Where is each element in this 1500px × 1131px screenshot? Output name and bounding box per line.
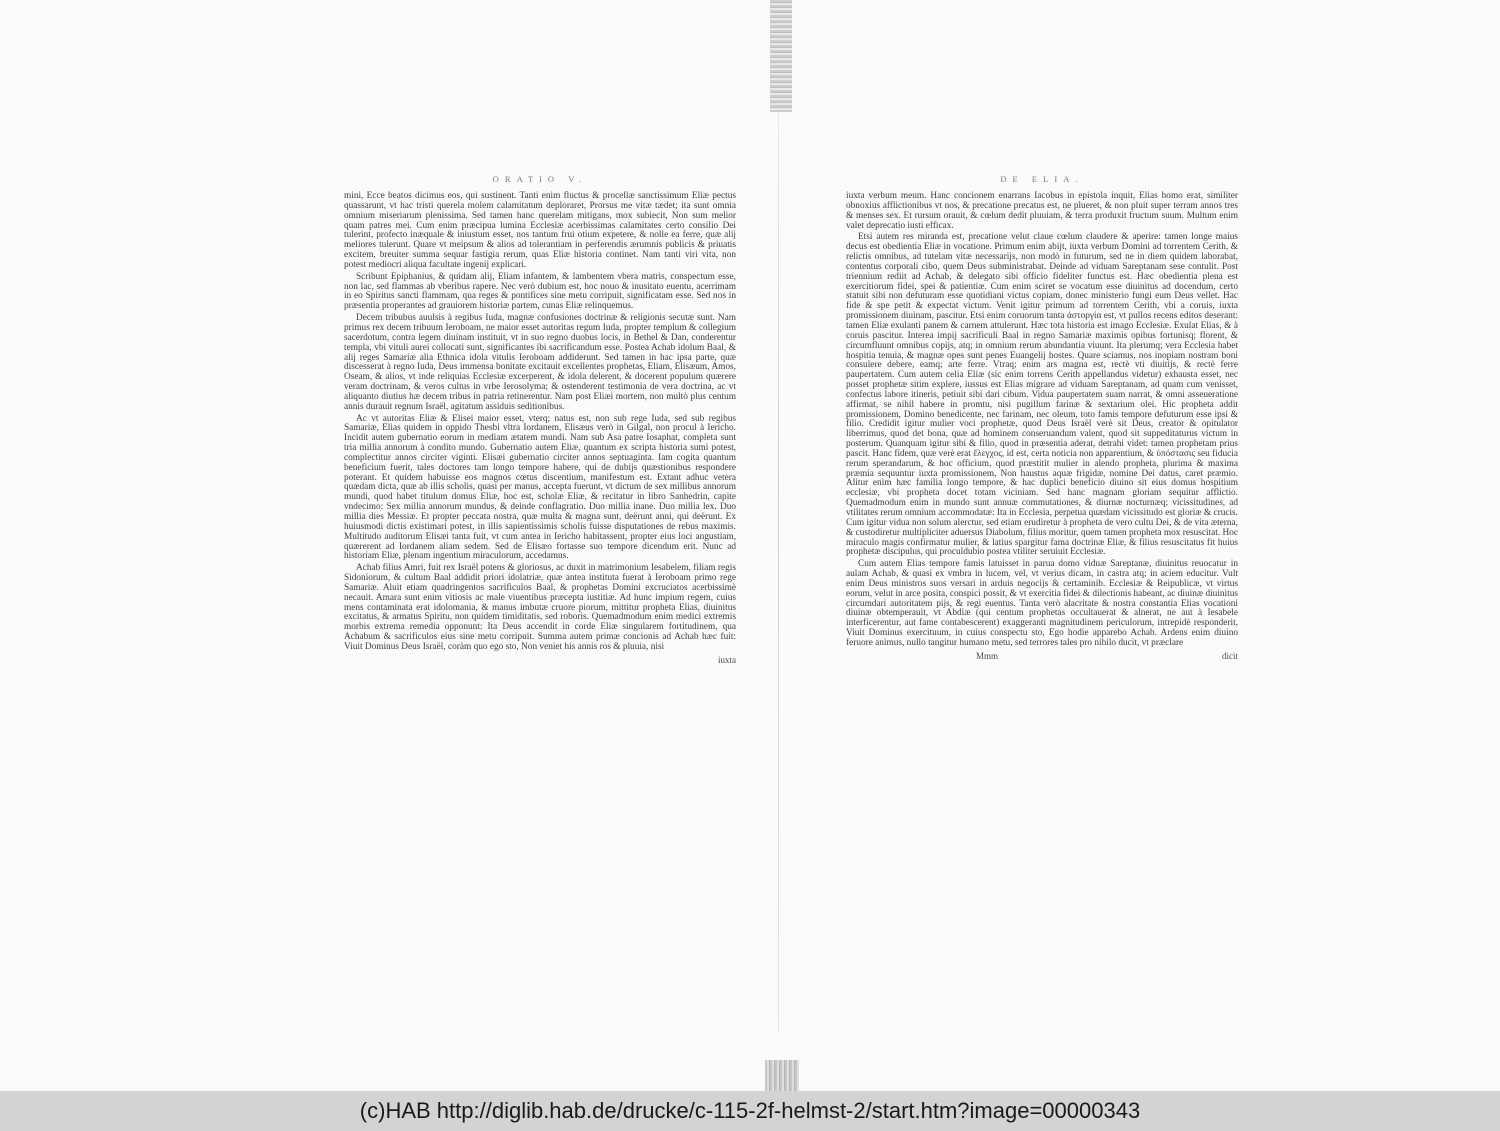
right-page — [846, 172, 1238, 661]
gutter-scan-artifact-top — [770, 0, 792, 112]
right-running-head: DE ELIA. — [1000, 174, 1084, 184]
gutter-scan-artifact-bottom — [765, 1060, 799, 1091]
right-catchword: dicit — [1222, 650, 1238, 661]
left-page-foot — [344, 655, 736, 665]
left-paragraph: mini, Ecce beatos dicimus eos, qui sustinent. Tanti enim fluctus & procellæ sanctissimum Eliæ pectus quassarunt, vt hac tristi querela molem calamitatum deploraret, Prorsus me vitæ tædet; ita sunt omnia omnium miseriarum plenissima. Sed tamen hanc querelam mitigans, mox subiecit, Non sum melior quam patres mei. Cum enim præcipua lumina Ecclesiæ acerbissimas calamitates certo consilio Dei tulerint, profecto inæquale & iniustum esset, nos tantum frui otium expetere, & nolle ea ferre, quæ alij meliores tulerunt. Quare vt meipsum & alios ad tolerantiam in perferendis ærumnis publicis & priuatis excitem, breuiter summa sequar fastigia rerum, quas Eliæ historia continet. Nam tanti viri vita, non potest mediocri aliqua facultate ingenij explicari. — [344, 191, 736, 270]
book-gutter — [778, 112, 779, 1032]
right-paragraph: Cum autem Elias tempore famis latuisset in parua domo viduæ Sareptanæ, diuinitus reuocatur in aulam Achab, & quasi ex vmbra in lucem, vel, vt verius dicam, in castra atq; in aciem educitur. Vult enim Deus ministros suos versari in arduis negocijs & certaminib. Ecclesiæ & Reipublicæ, vt virtus eorum, velut in arce posita, conspici possit, & vt exercitia fidei & dilectionis habeant, ac diuinæ diuinitus circumdari autoritatem pijs, & regi euentus. Tanta verò alacritate & nostra constantia Elias vocationi diuinæ obtemperauit, vt Abdiæ (qui centum prophetas occultauerat & alnerat, ne aut à Iesabele interficerentur, aut fame contabescerent) exaggeranti magnitudinem periculorum, intrepidè responderit, Viuit Dominus exercituum, in cuius conspectu sto, Ego hodie apparebo Achab. Ardens enim diuino feruore animus, nullo tangitur humano metu, sed terrores tales pro nihilo ducit, vt præclare — [846, 559, 1238, 648]
signature-mark: Mmm — [976, 650, 999, 661]
copyright-footer — [0, 1091, 1500, 1131]
right-page-foot — [846, 651, 1238, 661]
right-paragraph: Etsi autem res miranda est, precatione velut claue cœlum claudere & aperire: tamen longe maius decus est obedientia Eliæ in vocatione. Primum enim abijt, iuxta verbum Domini ad torrentem Cerith, & relictis omnibus, ad tutelam vitæ necessarijs, non modò in futurum, sed ne in diem quidem laborabat, contentus corporali cibo, quem Deus subministrabat. Deinde ad viduam Sareptanam sese contulit. Post triennium rediit ad Achab, & delegato sibi officio fideliter functus est. Hæc obedientia plena est exercitiorum fidei, spei & patientiæ. Cum enim sciret se vocatum esse diuinitus ad docendum, certo statuit sibi non defuturam esse quotidiani victus copiam, donec ministerio fungi eum Deus vellet. Hac fide & spe petit & expectat victum. Venit igitur primum ad torrentem Cerith, vbi a coruis, iuxta promissionem diuinam, pascitur. Etsi enim coruorum tanta ἀστοργία est, vt pullos recens editos deserant: tamen Eliæ exulanti panem & carnem attulerunt. Hæc tota historia est imago Ecclesiæ. Exulat Elias, & à coruis pascitur. Interea impij sacrificuli Baal in regno Samariæ maximis opibus fortunisq; florent, & circumfluunt omnibus copijs, atq; in omnium rerum abundantia viuunt. Ita plerumq; vera Ecclesia habet hospitia tenuia, & magnæ opes sunt penes Euangelij hostes. Quare sciamus, nos inopiam nostram boni consulere debere, eamq; arte ferre. Vtraq; enim ars magna est, rectè vti diuitijs, & rectè ferre paupertatem. Cum autem celia Eliæ (sic enim torrens Cerith appellandus videtur) exhausta esset, nec posset prophetæ sitim explere, iussus est Elias migrare ad viduam Sareptanam, ad quam cum venisset, confectus labore itineris, petiuit sibi dari cibum. Vidua paupertatem suam narrat, & omni asseueratione affirmat, se nihil habere in promtu, nisi pugillum farinæ & sextarium olei. Hic propheta addit promissionem, Domino benedicente, nec farinam, nec oleum, toto famis tempore defuturum esse ipsi & filio. Credidit igitur mulier voci prophetæ, quod Deus Israël verè sit Deus, creator & opitulator liberrimus, quod det bona, quæ ad hominem conseruandum valent, quod sit suppeditaturus victum in posterum. Quanquam igitur sibi & filio, quod in præsentia aderat, detrahi videt: tamen prophetam prius pascit. Hanc fidem, quæ verè erat ἔλεγχος, id est, certa noticia non apparentium, & ὑπόστασις seu fiducia rerum sperandarum, & hoc officium, quod præstitit mulier in alendo propheta, plurima & maxima præmia sequuntur iuxta promissionem, Non haustus aquæ frigidæ, nomine Dei datus, caret præmio. Alitur enim hæc familia longo tempore, & hac duplici beneficio diuino sit eius domus hospitium ecclesiæ, vbi propheta docet totam viciniam. Sed hanc magnam gloriam sequitur afflictio. Quemadmodum enim in mundo sunt annuæ commutationes, & diurnæ nocturnæq; vicissitudines, ad vtilitates rerum omnium accommodatæ: Ita in Ecclesia, perpetua quædam vicissitudo est gloriæ & crucis. Cum igitur vidua non solum alerctur, sed etiam erudiretur à propheta de vero cultu Dei, & de vita æterna, & custodiretur multipliciter aduersus Diabolum, filius moritur, quem tamen propheta mox resuscitat. Hoc miraculo magis confirmatur mulier, & latius spargitur fama doctrinæ Eliæ, & filius resuscitatus fit huius prophetæ discipulus, qui proculdubio postea vtiliter seruiuit Ecclesiæ. — [846, 232, 1238, 558]
left-paragraph: Scribunt Epiphanius, & quidam alij, Eliam infantem, & lambentem vbera matris, conspectum esse, non lac, sed flammas ab vberibus rapere. Nec verò dubium est, hoc nouo & inusitato euentu, acerrimam in eo Spiritus sancti flammam, qua reges & pontifices sine metu corripuit, significatam esse. Sed nos in præsentia properantes ad grauiorem historiæ partem, cunas Eliæ relinquemus. — [344, 271, 736, 312]
left-paragraph: Achab filius Amri, fuit rex Israël potens & gloriosus, ac duxit in matrimonium Iesabelem, filiam regis Sidoniorum, & cultum Baal addidit priori idolatriæ, quæ antea instituta fuerat à Ieroboam primo rege Samariæ. Aluit etiam quadringentos sacrificulos Baal, & prophetas Domini excruciatos acerbissimè necauit. Amara sunt enim vitiosis ac male viuentibus præcepta iustitiæ. Ad hunc impium regem, cuius mens contaminata erat idolomania, & manus imbutæ cruore piorum, mittitur propheta Elias, diuinitus excitatus, & armatus Spiritu, non quidem timiditatis, sed roboris. Quemadmodum enim medici extremis morbis extrema remedia opponunt: Ita Deus accendit in corde Eliæ singularem fortitudinem, qua Achabum & sacrificulos eius sine metu corripuit. Summa autem primæ concionis ad Achab hæc fuit: Viuit Dominus Deus Israël, coràm quo ego sto, Non veniet his annis ros & pluuia, nisi — [344, 563, 736, 652]
left-paragraph: Ac vt autoritas Eliæ & Elisei maior esset, vterq; natus est, non sub rege Iuda, sed sub regibus Samariæ, Elias quidem in oppido Thesbi vltra Iordanem, Elisæus verò in Gilgal, non procul à Iericho. Incidit autem gubernatio eorum in mediam ætatem mundi. Nam sub Asa patre Iosaphat, completa sunt tria millia annorum à condito mundo. Gubernatio autem Eliæ, quantum ex scripta historia sumi potest, complectitur annos circiter viginti. Elisæi gubernatio circiter annos septuaginta. Iam cogita quantum beneficium fuerit, tales doctores tam longo tempore habere, qui de dubijs quæstionibus respondere poterant. Et quidem habuisse eos magnos cœtus discentium, manifestum est. Extant adhuc vetera quædam dicta, quæ ab illis scholis, quasi per manus, accepta fuerunt, vt dictum de sex millibus annorum mundi, quod habet titulum domus Eliæ, hoc est, scholæ Eliæ, & recitatur in libro Sanhedrin, capite vndecimo: Sex millia annorum mundus, & deinde conflagratio. Duo millia inane. Duo millia lex. Duo millia dies Messiæ. Et propter peccata nostra, quæ multa & magna sunt, deërunt anni, qui deërunt. Ex huiusmodi dictis existimari potest, in illis sapientissimis scholis fuisse disputationes de rebus maximis. Multitudo auditorum Elisæi tanta fuit, vt cum antea in Iericho habitassent, propter eius loci angustiam, quærerent ad Iordanem aliam sedem. Sed de Elisæo fortasse suo tempore dicendum erit. Nunc ad historiam Eliæ, plenam ingentium miraculorum, accedamus. — [344, 413, 736, 562]
left-paragraph: Decem tribubus auulsis à regibus Iuda, magnæ confusiones doctrinæ & religionis secutæ sunt. Nam primus rex decem tribuum Ieroboam, ne maior esset autoritas regum Iuda, propter templum & collegium sacerdotum, contra legem diuinam instituit, vt in suo regno duobus locis, in Bethel & Dan, conderentur templa, vbi vituli aurei collocati sunt, significantes ibi sacrificandum esse. Postea Achab idolum Baal, & alij reges Samariæ alia Ethnica idola vitulis Ieroboam addiderunt. Sed tamen in hac ipsa parte, quæ discesserat à regno Iuda, Deus immensa bonitate excitauit excellentes prophetas, Eliam, Elisæum, Amos, Oseam, & alios, vt inde reliquias Ecclesiæ excerperent, & idola delerent, & docerent populum quærere veram doctrinam, & veros cultus in vrbe Ierosolyma; & ostenderent testimonia de vera doctrina, ac vt aliquanto diutius hæ decem tribus in patria retinerentur. Nam post Eliæi mortem, non multò plus centum annis durauit regnum Israël, agitatum assiduis seditionibus. — [344, 313, 736, 412]
right-paragraph: iuxta verbum meum. Hanc concionem enarrans Iacobus in epistola inquit, Elias homo erat, similiter obnoxius afflictionibus vt nos, & precatione precatus est, ne plueret, & non pluit super terram annos tres & menses sex. Et rursum orauit, & cœlum dedit pluuiam, & terra produxit fructum suum. Multum enim valet deprecatio iusti efficax. — [846, 191, 1238, 231]
left-running-head: ORATIO V. — [492, 174, 588, 184]
left-catchword: iuxta — [718, 654, 736, 665]
copyright-url-text: (c)HAB http://diglib.hab.de/drucke/c-115-2f-helmst-2/start.htm?image=00000343 — [359, 1098, 1141, 1123]
left-page — [344, 172, 736, 665]
